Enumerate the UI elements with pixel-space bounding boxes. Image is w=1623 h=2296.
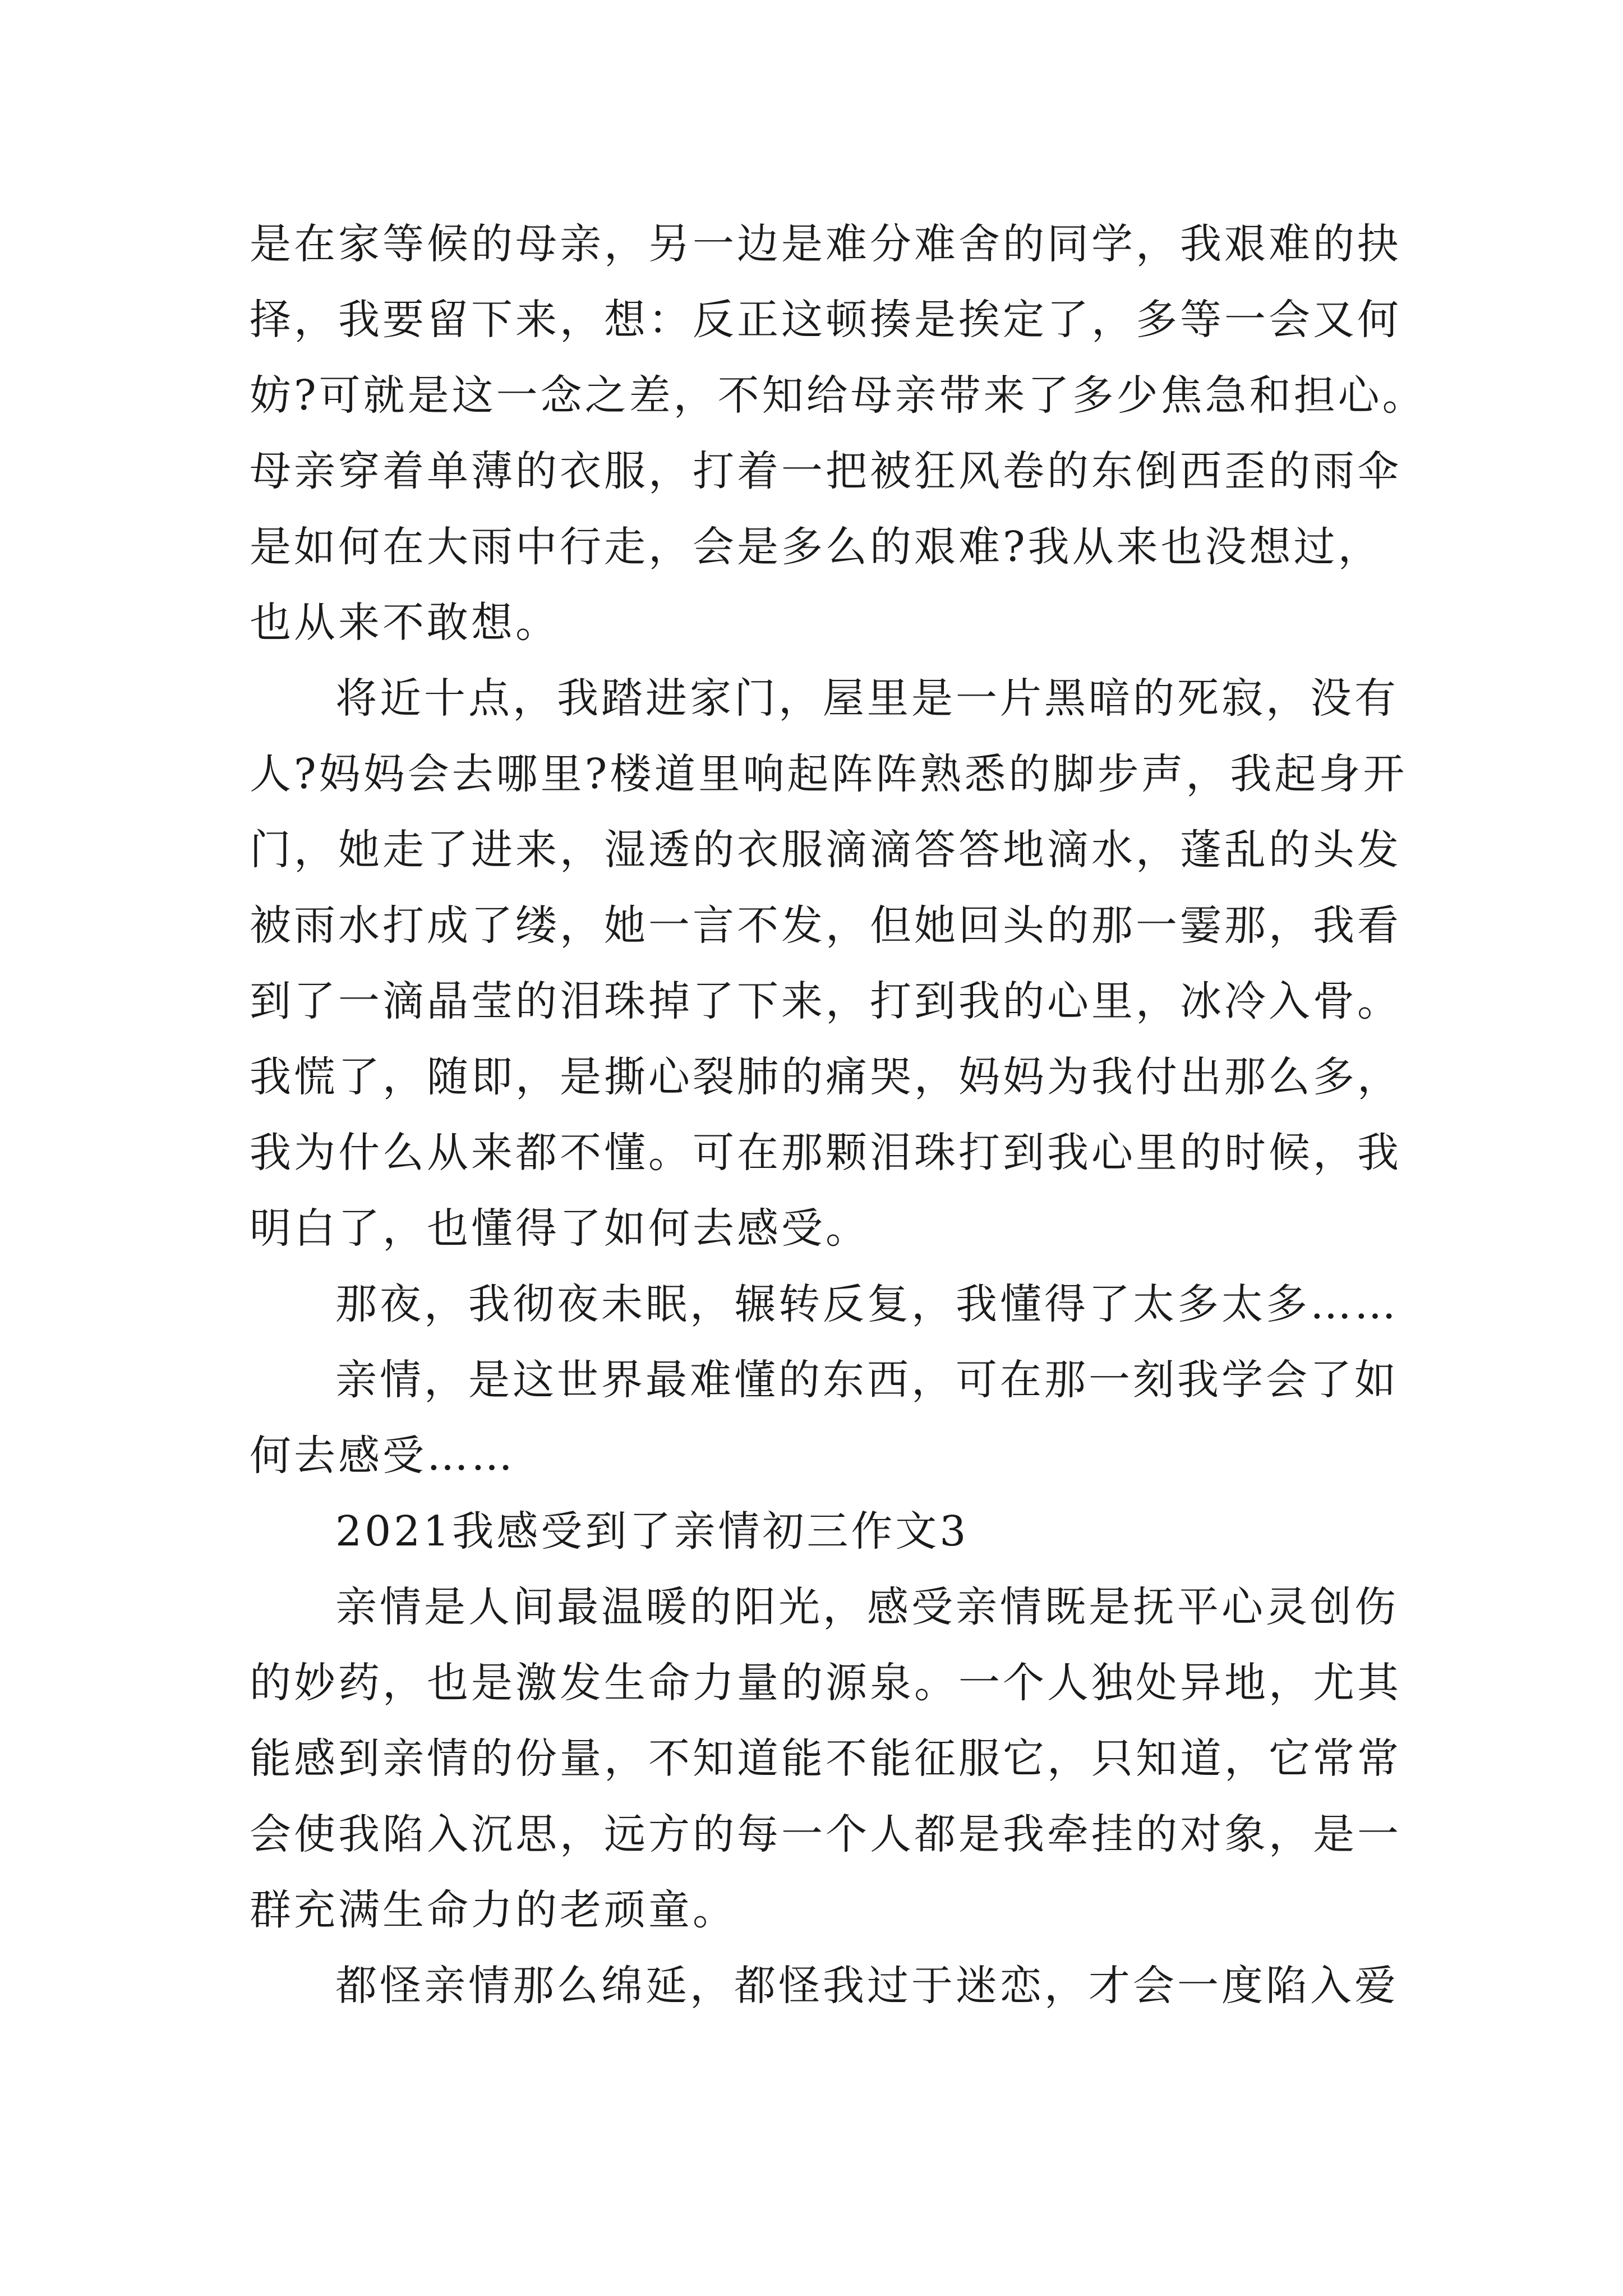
- text-line: 母亲穿着单薄的衣服，打着一把被狂风卷的东倒西歪的雨伞: [250, 447, 1401, 495]
- text-line: 择，我要留下来，想：反正这顿揍是挨定了，多等一会又何: [250, 296, 1401, 344]
- text-line: 到了一滴晶莹的泪珠掉了下来，打到我的心里，冰冷入骨。: [250, 977, 1401, 1025]
- section-heading: 2021我感受到了亲情初三作文3: [335, 1507, 969, 1556]
- paragraph-first-line: 将近十点，我踏进家门，屋里是一片黑暗的死寂，没有: [335, 674, 1399, 723]
- text-line: 群充满生命力的老顽童。: [250, 1886, 737, 1934]
- text-line: 是在家等候的母亲，另一边是难分难舍的同学，我艰难的抉: [250, 220, 1401, 268]
- text-line: 人?妈妈会去哪里?楼道里响起阵阵熟悉的脚步声，我起身开: [250, 750, 1408, 798]
- text-line: 我慌了，随即，是撕心裂肺的痛哭，妈妈为我付出那么多，: [250, 1053, 1401, 1101]
- text-line: 我为什么从来都不懂。可在那颗泪珠打到我心里的时候，我: [250, 1129, 1401, 1177]
- text-line: 能感到亲情的份量，不知道能不能征服它，只知道，它常常: [250, 1734, 1401, 1783]
- text-line: 是如何在大雨中行走，会是多么的艰难?我从来也没想过，: [250, 523, 1382, 571]
- text-line: 的妙药，也是激发生命力量的源泉。一个人独处异地，尤其: [250, 1659, 1401, 1707]
- text-line: 会使我陷入沉思，远方的每一个人都是我牵挂的对象，是一: [250, 1810, 1401, 1858]
- paragraph-first-line: 亲情，是这世界最难懂的东西，可在那一刻我学会了如: [335, 1356, 1399, 1404]
- text-line: 门，她走了进来，湿透的衣服滴滴答答地滴水，蓬乱的头发: [250, 826, 1401, 874]
- text-line: 也从来不敢想。: [250, 599, 560, 647]
- paragraph-first-line: 亲情是人间最温暖的阳光，感受亲情既是抚平心灵创伤: [335, 1583, 1399, 1631]
- text-line: 被雨水打成了缕，她一言不发，但她回头的那一霎那，我看: [250, 901, 1401, 950]
- text-line: 何去感受……: [250, 1432, 515, 1480]
- text-line: 明白了，也懂得了如何去感受。: [250, 1204, 870, 1253]
- paragraph-first-line: 都怪亲情那么绵延，都怪我过于迷恋，才会一度陷入爱: [335, 1962, 1399, 2010]
- text-line: 妨?可就是这一念之差，不知给母亲带来了多少焦急和担心。: [250, 371, 1427, 420]
- paragraph-first-line: 那夜，我彻夜未眠，辗转反复，我懂得了太多太多……: [335, 1280, 1399, 1328]
